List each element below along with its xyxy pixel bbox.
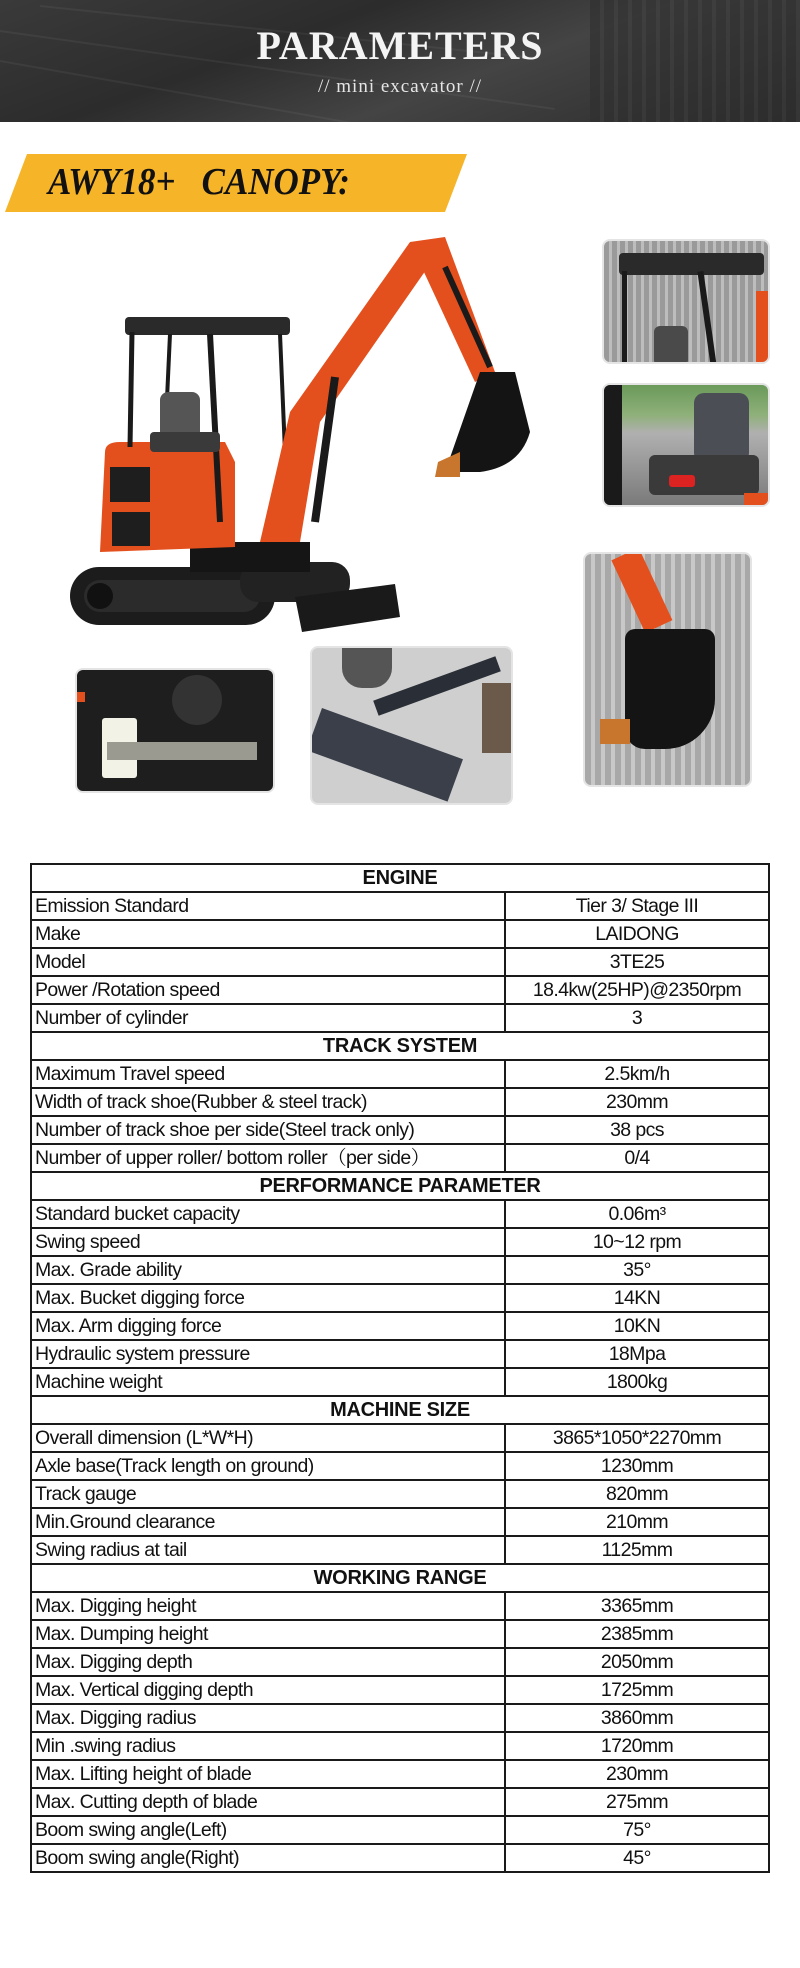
spec-value: 35° [505, 1256, 769, 1284]
table-row [31, 892, 769, 920]
table-row [31, 1760, 769, 1788]
table-row [31, 948, 769, 976]
section-header-performance: PERFORMANCE PARAMETER [31, 1172, 769, 1200]
table-row [31, 1816, 769, 1844]
table-row [31, 1312, 769, 1340]
table-row [31, 1368, 769, 1396]
spec-table [30, 863, 770, 1873]
spec-value: 1230mm [505, 1452, 769, 1480]
spec-label: Min.Ground clearance [31, 1508, 505, 1536]
spec-label: Model [31, 948, 505, 976]
section-header-engine: ENGINE [31, 864, 769, 892]
spec-label: Boom swing angle(Right) [31, 1844, 505, 1872]
spec-label: Max. Bucket digging force [31, 1284, 505, 1312]
table-row [31, 1284, 769, 1312]
spec-value: 3860mm [505, 1704, 769, 1732]
spec-value: 3TE25 [505, 948, 769, 976]
section-header-working-range: WORKING RANGE [31, 1564, 769, 1592]
thumb-seat-image [602, 383, 770, 507]
spec-value: 45° [505, 1844, 769, 1872]
spec-label: Machine weight [31, 1368, 505, 1396]
table-row [31, 920, 769, 948]
thumb-canopy-image [602, 239, 770, 364]
spec-value: 0/4 [505, 1144, 769, 1172]
spec-value: 18Mpa [505, 1340, 769, 1368]
spec-label: Maximum Travel speed [31, 1060, 505, 1088]
table-row [31, 1004, 769, 1032]
spec-value: 275mm [505, 1788, 769, 1816]
spec-label: Swing speed [31, 1228, 505, 1256]
hero-title: PARAMETERS [256, 23, 544, 68]
spec-value: 10KN [505, 1312, 769, 1340]
spec-label: Standard bucket capacity [31, 1200, 505, 1228]
spec-value: 14KN [505, 1284, 769, 1312]
thumb-blade-image [310, 646, 513, 805]
spec-label: Max. Arm digging force [31, 1312, 505, 1340]
spec-value: 1720mm [505, 1732, 769, 1760]
spec-value: 10~12 rpm [505, 1228, 769, 1256]
spec-label: Max. Vertical digging depth [31, 1676, 505, 1704]
spec-label: Hydraulic system pressure [31, 1340, 505, 1368]
spec-label: Max. Digging depth [31, 1648, 505, 1676]
table-row [31, 1228, 769, 1256]
main-excavator-image [60, 222, 570, 632]
spec-label: Make [31, 920, 505, 948]
spec-value: 1800kg [505, 1368, 769, 1396]
spec-value: 2385mm [505, 1620, 769, 1648]
table-row [31, 1788, 769, 1816]
spec-value: 210mm [505, 1508, 769, 1536]
thumb-engine-image [75, 668, 275, 793]
table-row [31, 1144, 769, 1172]
spec-label: Boom swing angle(Left) [31, 1816, 505, 1844]
spec-value: 18.4kw(25HP)@2350rpm [505, 976, 769, 1004]
thumb-bucket-image [583, 552, 752, 787]
table-row [31, 1508, 769, 1536]
spec-label: Max. Grade ability [31, 1256, 505, 1284]
table-row [31, 1844, 769, 1872]
table-row [31, 1256, 769, 1284]
spec-value: 1125mm [505, 1536, 769, 1564]
table-row [31, 976, 769, 1004]
spec-label: Number of cylinder [31, 1004, 505, 1032]
table-row [31, 1620, 769, 1648]
spec-value: 3865*1050*2270mm [505, 1424, 769, 1452]
spec-label: Max. Cutting depth of blade [31, 1788, 505, 1816]
spec-value: 2.5km/h [505, 1060, 769, 1088]
table-row [31, 1088, 769, 1116]
spec-value: 2050mm [505, 1648, 769, 1676]
spec-label: Overall dimension (L*W*H) [31, 1424, 505, 1452]
table-row [31, 1340, 769, 1368]
spec-value: 230mm [505, 1088, 769, 1116]
spec-label: Axle base(Track length on ground) [31, 1452, 505, 1480]
spec-value: Tier 3/ Stage III [505, 892, 769, 920]
section-header-machine-size: MACHINE SIZE [31, 1396, 769, 1424]
spec-label: Max. Lifting height of blade [31, 1760, 505, 1788]
table-row [31, 1536, 769, 1564]
spec-value: 3 [505, 1004, 769, 1032]
spec-label: Power /Rotation speed [31, 976, 505, 1004]
spec-value: 230mm [505, 1760, 769, 1788]
hero-header [0, 0, 800, 122]
spec-label: Number of track shoe per side(Steel track only) [31, 1116, 505, 1144]
spec-label: Max. Digging height [31, 1592, 505, 1620]
spec-value: LAIDONG [505, 920, 769, 948]
spec-label: Min .swing radius [31, 1732, 505, 1760]
table-row [31, 1732, 769, 1760]
spec-label: Number of upper roller/ bottom roller（per side） [31, 1144, 505, 1172]
spec-label: Emission Standard [31, 892, 505, 920]
spec-label: Max. Digging radius [31, 1704, 505, 1732]
spec-value: 0.06m³ [505, 1200, 769, 1228]
spec-label: Max. Dumping height [31, 1620, 505, 1648]
hero-subtitle: // mini excavator // [317, 76, 483, 97]
spec-value: 75° [505, 1816, 769, 1844]
table-row [31, 1592, 769, 1620]
table-row [31, 1648, 769, 1676]
table-row [31, 1676, 769, 1704]
table-row [31, 1116, 769, 1144]
table-row [31, 1424, 769, 1452]
spec-value: 820mm [505, 1480, 769, 1508]
spec-value: 3365mm [505, 1592, 769, 1620]
table-row [31, 1704, 769, 1732]
section-header-track-system: TRACK SYSTEM [31, 1032, 769, 1060]
spec-value: 38 pcs [505, 1116, 769, 1144]
spec-value: 1725mm [505, 1676, 769, 1704]
table-row [31, 1060, 769, 1088]
spec-label: Track gauge [31, 1480, 505, 1508]
table-row [31, 1480, 769, 1508]
spec-label: Width of track shoe(Rubber & steel track) [31, 1088, 505, 1116]
table-row [31, 1200, 769, 1228]
spec-label: Swing radius at tail [31, 1536, 505, 1564]
table-row [31, 1452, 769, 1480]
model-banner-text: AWY18+ CANOPY: [48, 161, 350, 203]
